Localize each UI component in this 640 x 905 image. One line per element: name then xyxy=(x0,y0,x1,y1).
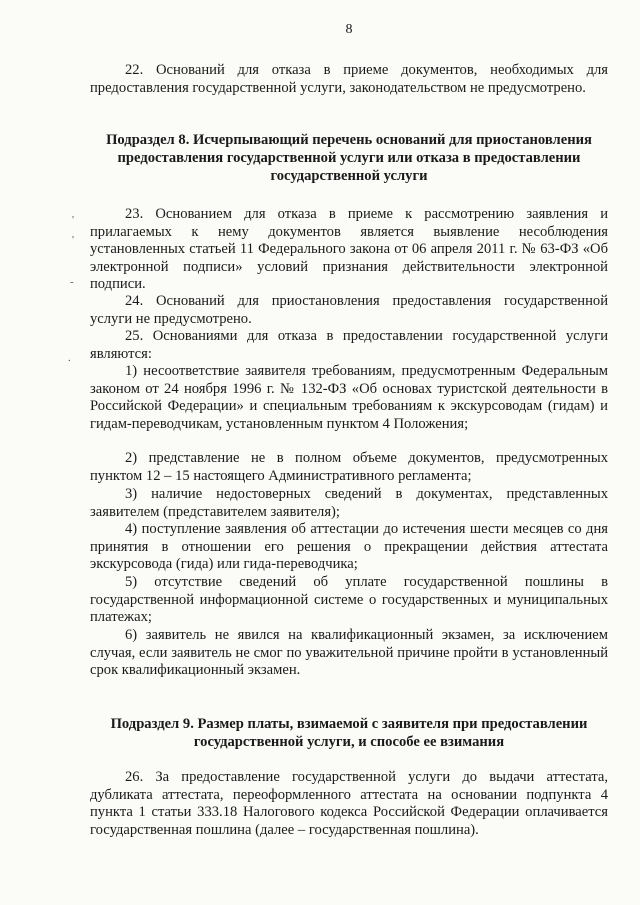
margin-mark: - xyxy=(70,276,74,288)
subsection-9-heading: Подраздел 9. Размер платы, взимаемой с заявителя при предоставлении государственной услуги, и способе ее взимания xyxy=(110,716,588,750)
list-item-1: 1) несоответствие заявителя требованиям, предусмотренным Федеральным законом от 24 ноября 1996 г. № 132-ФЗ «Об основах туристской деятельности в Российской Федерации» и специальным требованиям к экскурсоводам (гидам) и гидам-переводчикам, установленным пунктом 4 Положения; xyxy=(90,363,608,432)
paragraph-22: 22. Оснований для отказа в приеме документов, необходимых для предоставления государственной услуги, законодательством не предусмотрено. xyxy=(90,62,608,96)
list-item-4: 4) поступление заявления об аттестации до истечения шести месяцев со дня принятия в отношении его решения о прекращении действия аттестата экскурсовода (гида) или гида-переводчика; xyxy=(90,521,608,572)
margin-mark: ' xyxy=(72,214,74,226)
list-item-2: 2) представление не в полном объеме документов, предусмотренных пунктом 12 – 15 настоящего Административного регламента; xyxy=(90,450,608,484)
paragraph-23: 23. Основанием для отказа в приеме к рассмотрению заявления и прилагаемых к нему документов является выявление несоблюдения установленных статьей 11 Федерального закона от 06 апреля 2011 г. № 63-ФЗ «Об электронной подписи» условий признания действительности электронной подписи. xyxy=(90,206,608,292)
margin-mark: . xyxy=(68,352,71,364)
margin-mark: ' xyxy=(72,234,74,246)
list-item-3: 3) наличие недостоверных сведений в документах, представленных заявителем (представителем заявителя); xyxy=(90,486,608,520)
document-page xyxy=(90,0,608,905)
subsection-8-heading: Подраздел 8. Исчерпывающий перечень оснований для приостановления предоставления государственной услуги или отказа в предоставлении государственной услуги xyxy=(106,132,592,184)
paragraph-25: 25. Основаниями для отказа в предоставлении государственной услуги являются: xyxy=(90,328,608,362)
paragraph-24: 24. Оснований для приостановления предоставления государственной услуги не предусмотрено. xyxy=(90,293,608,327)
paragraph-26: 26. За предоставление государственной услуги до выдачи аттестата, дубликата аттестата, переоформленного аттестата на основании подпункта 4 пункта 1 статьи 333.18 Налогового кодекса Российской Федерации оплачивается государственная пошлина (далее – государственная пошлина). xyxy=(90,769,608,838)
page-number: 8 xyxy=(345,22,353,37)
list-item-6: 6) заявитель не явился на квалификационный экзамен, за исключением случая, если заявитель не смог по уважительной причине пройти в установленный срок квалификационный экзамен. xyxy=(90,627,608,678)
list-item-5: 5) отсутствие сведений об уплате государственной пошлины в государственной информационной системе о государственных и муниципальных платежах; xyxy=(90,574,608,625)
